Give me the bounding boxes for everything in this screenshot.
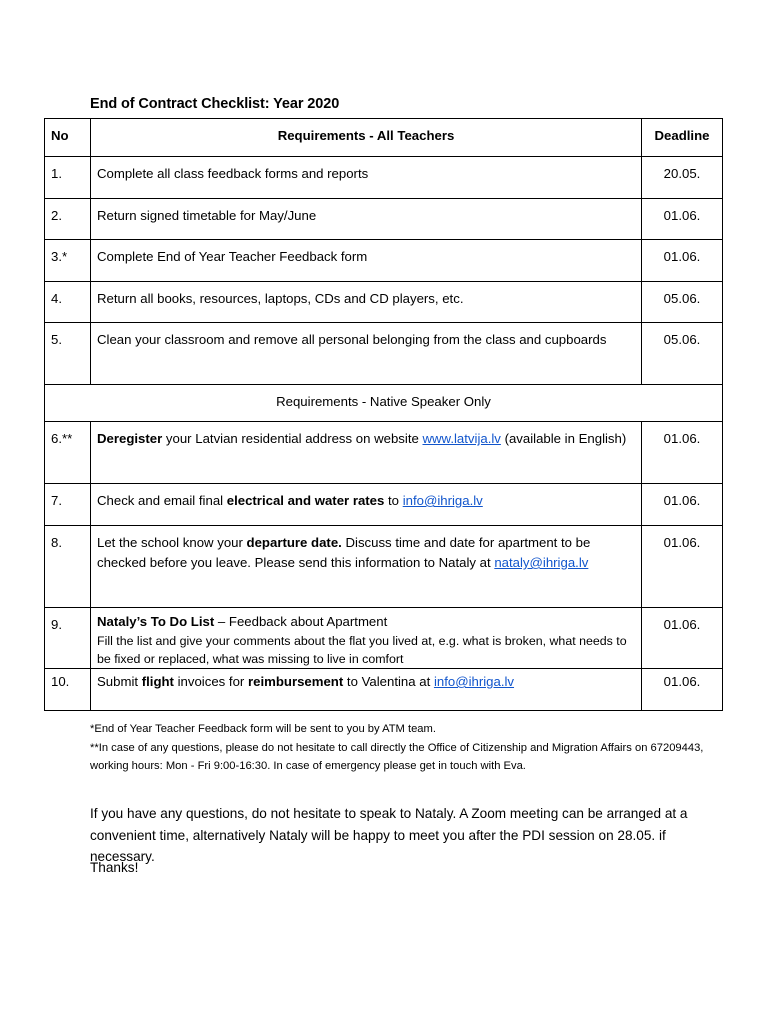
table-row — [45, 240, 723, 282]
row-deadline: 01.06. — [642, 240, 723, 282]
row-requirement — [91, 669, 642, 711]
bold-text: Deregister — [97, 431, 163, 446]
table-row — [45, 282, 723, 323]
header-no: No — [45, 119, 91, 157]
footnote-citizenship-office: **In case of any questions, please do not hesitate to call directly the Office of Citizenship and Migration Affairs on 67209443, working hours: Mon - Fri 9:00-16:30. In case of emergency please get in touch with Eva. — [90, 741, 704, 772]
table-header-row — [45, 119, 723, 157]
email-link[interactable]: nataly@ihriga.lv — [494, 555, 589, 570]
table-row — [45, 199, 723, 240]
row-deadline: 01.06. — [642, 669, 723, 711]
table-row — [45, 323, 723, 385]
section-header-row — [45, 385, 723, 422]
table-row — [45, 526, 723, 608]
row-text: (available in English) — [500, 431, 627, 446]
row-number: 3.* — [45, 240, 91, 282]
bold-text: departure date. — [246, 535, 342, 550]
row-deadline: 01.06. — [642, 199, 723, 240]
row-requirement: Return all books, resources, laptops, CDs and CD players, etc. — [91, 282, 642, 323]
row-deadline: 05.06. — [642, 323, 723, 385]
table-row — [45, 422, 723, 484]
row-detail-text: Fill the list and give your comments about the flat you lived at, e.g. what is broken, what needs to be fixed or replaced, what was missing to live in comfort — [97, 634, 627, 666]
row-text: Discuss time and date for apartment to be checked before you leave. Please send this information to Nataly at — [97, 535, 591, 570]
email-link[interactable]: info@ihriga.lv — [402, 493, 483, 508]
bold-text: flight — [141, 674, 174, 689]
footnote-feedback-form: *End of Year Teacher Feedback form will be sent to you by ATM team. — [90, 723, 436, 735]
footnotes — [90, 720, 710, 776]
row-requirement — [91, 484, 642, 526]
row-number: 5. — [45, 323, 91, 385]
checklist-table — [44, 118, 723, 711]
bold-text: Nataly’s To Do List — [97, 614, 215, 629]
row-deadline: 01.06. — [642, 608, 723, 669]
closing-paragraph: If you have any questions, do not hesitate to speak to Nataly. A Zoom meeting can be arranged at a convenient time, alternatively Nataly will be happy to meet you after the PDI session on 28.05. if necessary. — [90, 806, 688, 864]
row-number: 10. — [45, 669, 91, 711]
header-requirements: Requirements - All Teachers — [91, 119, 642, 157]
row-text: – Feedback about Apartment — [214, 614, 388, 629]
table-row — [45, 484, 723, 526]
row-deadline: 20.05. — [642, 157, 723, 199]
row-deadline: 01.06. — [642, 422, 723, 484]
row-text: Submit — [97, 674, 142, 689]
row-requirement: Complete End of Year Teacher Feedback form — [91, 240, 642, 282]
row-number: 7. — [45, 484, 91, 526]
row-text: Check and email final — [97, 493, 227, 508]
bold-text: reimbursement — [247, 674, 344, 689]
row-number: 1. — [45, 157, 91, 199]
row-number: 9. — [45, 608, 91, 669]
row-deadline: 01.06. — [642, 484, 723, 526]
row-text: Let the school know your — [97, 535, 247, 550]
table-row — [45, 157, 723, 199]
row-text: invoices for — [173, 674, 248, 689]
table-row — [45, 669, 723, 711]
row-requirement — [91, 608, 642, 669]
website-link[interactable]: www.latvija.lv — [422, 431, 501, 446]
thanks-text: Thanks! — [90, 860, 139, 875]
bold-text: electrical and water rates — [226, 493, 385, 508]
row-text: your Latvian residential address on website — [162, 431, 423, 446]
header-deadline: Deadline — [642, 119, 723, 157]
section-native-speaker: Requirements - Native Speaker Only — [45, 385, 723, 422]
row-number: 2. — [45, 199, 91, 240]
row-text: to — [384, 493, 403, 508]
row-requirement — [91, 422, 642, 484]
row-number: 4. — [45, 282, 91, 323]
row-deadline: 01.06. — [642, 526, 723, 608]
row-requirement: Return signed timetable for May/June — [91, 199, 642, 240]
row-number: 8. — [45, 526, 91, 608]
row-number: 6.** — [45, 422, 91, 484]
row-requirement: Complete all class feedback forms and reports — [91, 157, 642, 199]
row-text: to Valentina at — [343, 674, 434, 689]
row-requirement: Clean your classroom and remove all personal belonging from the class and cupboards — [91, 323, 642, 385]
table-row — [45, 608, 723, 669]
row-requirement — [91, 526, 642, 608]
document-title: End of Contract Checklist: Year 2020 — [90, 96, 340, 112]
row-deadline: 05.06. — [642, 282, 723, 323]
email-link[interactable]: info@ihriga.lv — [433, 674, 515, 689]
